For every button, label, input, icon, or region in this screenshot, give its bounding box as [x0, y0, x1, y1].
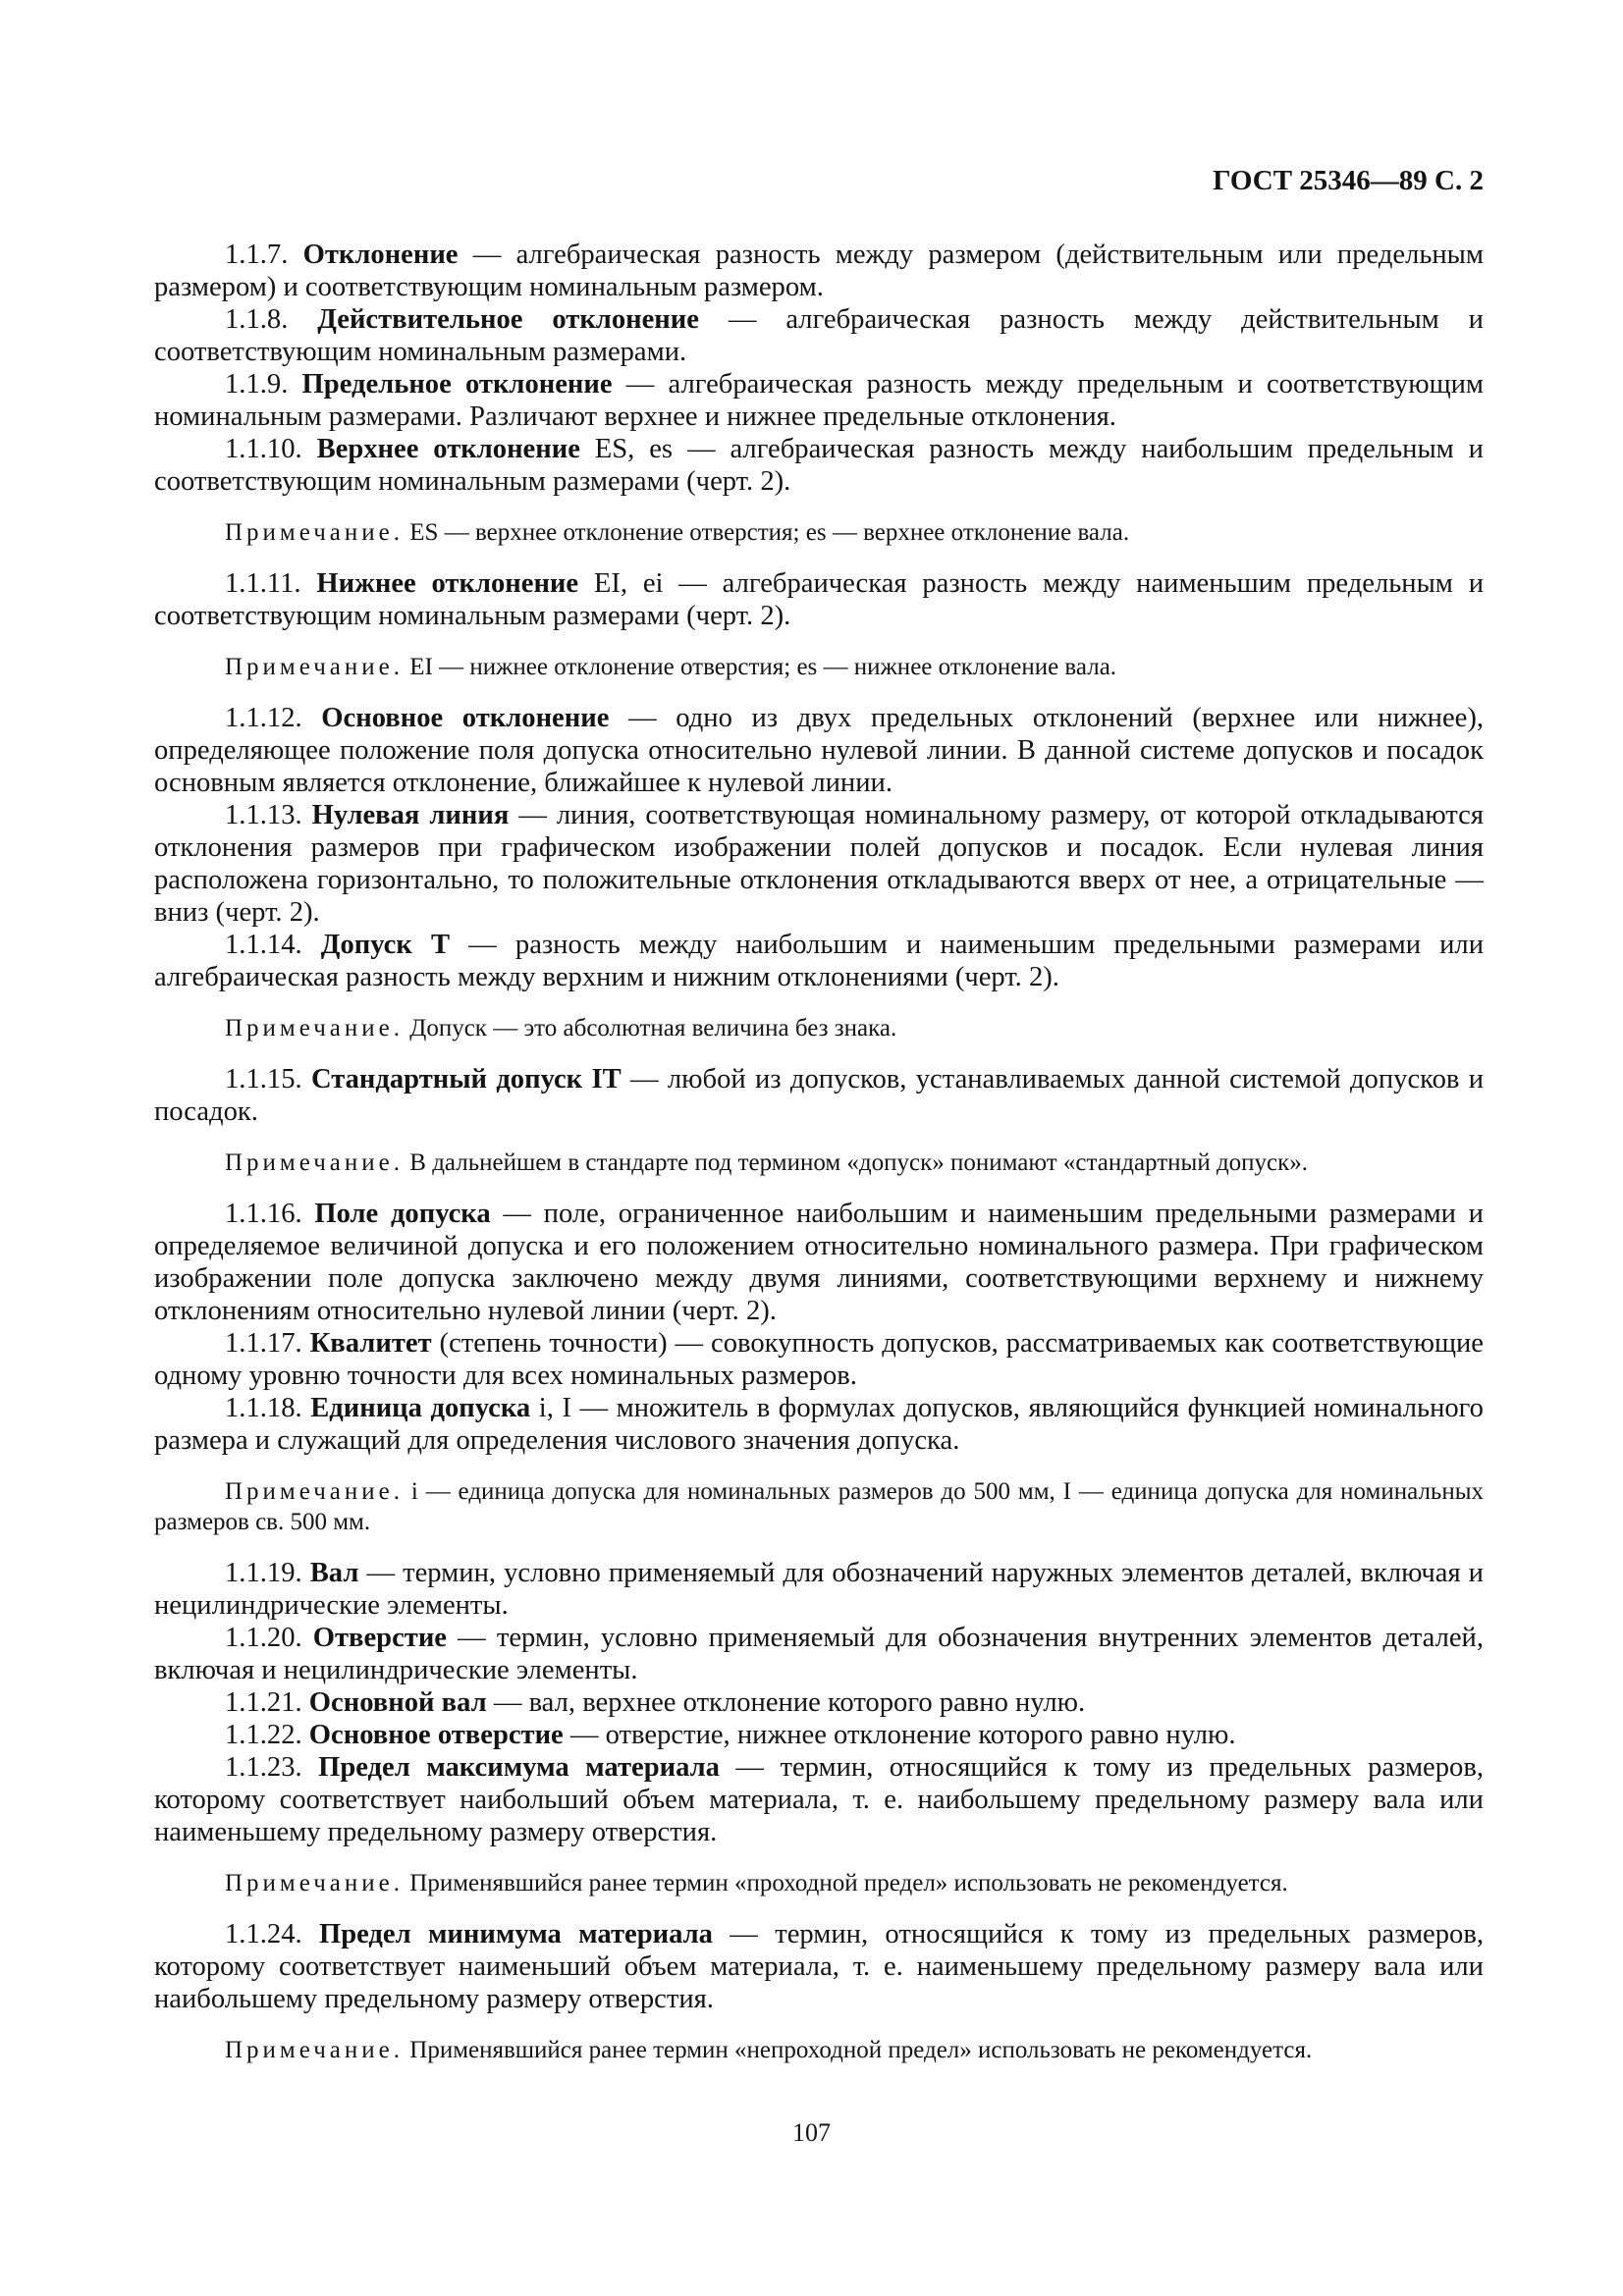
clause-paragraph [154, 1392, 1484, 1457]
clause-paragraph [154, 1918, 1484, 2015]
clause-term: Основной вал [308, 1687, 487, 1718]
clause-paragraph [154, 1622, 1484, 1686]
clause-term: Стандартный допуск IT [310, 1064, 622, 1095]
note-paragraph [154, 1148, 1484, 1178]
clause-number: 1.1.23. [225, 1752, 302, 1783]
clause-term: Основное отверстие [308, 1720, 564, 1750]
clause-term: Вал [309, 1558, 359, 1588]
clause-text: — вал, верхнее отклонение которого равно нулю. [486, 1687, 1086, 1718]
note-text: Применявшийся ранее термин «проходной предел» использовать не рекомендуется. [404, 1870, 1288, 1896]
note-text: В дальнейшем в стандарте под термином «допуск» понимают «стандартный допуск». [404, 1149, 1309, 1176]
clause-number: 1.1.15. [225, 1064, 302, 1095]
note-paragraph [154, 652, 1484, 682]
note-paragraph [154, 1868, 1484, 1898]
clause-number: 1.1.18. [225, 1393, 302, 1423]
note-label: Примечание. [225, 1015, 405, 1041]
clause-text: — термин, относящийся к тому из предельных размеров, которому соответствует наибольший объем материала, т. е. наибольшему предельному размеру вала или наименьшему предельному размеру отверстия. [154, 1752, 1484, 1847]
clause-number: 1.1.24. [225, 1919, 302, 1949]
clause-paragraph [154, 1557, 1484, 1622]
clause-text: — алгебраическая разность между действительным и соответствующим номинальным размерами. [154, 304, 1484, 367]
clause-paragraph [154, 567, 1484, 632]
clause-number: 1.1.13. [225, 800, 302, 830]
clause-paragraph [154, 1327, 1484, 1392]
note-text: Допуск — это абсолютная величина без знака. [404, 1015, 897, 1041]
clause-number: 1.1.10. [225, 434, 302, 464]
note-text: Применявшийся ранее термин «непроходной предел» использовать не рекомендуется. [404, 2037, 1313, 2063]
clause-text: — разность между наибольшим и наименьшим предельными размерами или алгебраическая разность между верхним и нижним отклонениями (черт. 2). [154, 930, 1485, 992]
note-text: ES — верхнее отклонение отверстия; es — верхнее отклонение вала. [404, 519, 1130, 546]
clause-term: Предельное отклонение [301, 369, 613, 400]
note-text: i — единица допуска для номинальных размеров до 500 мм, I — единица допуска для номинальных размеров св. 500 мм. [154, 1478, 1484, 1535]
clause-term: Отверстие [312, 1623, 447, 1653]
clause-term: Допуск Т [320, 930, 451, 960]
clause-text: ES, es — алгебраическая разность между наибольшим предельным и соответствующим номинальным размерами (черт. 2). [154, 434, 1484, 497]
clause-term: Нижнее отклонение [316, 568, 579, 599]
note-label: Примечание. [225, 519, 405, 546]
clause-term: Единица допуска [310, 1393, 531, 1423]
clause-term: Верхнее отклонение [316, 434, 580, 464]
note-label: Примечание. [225, 2037, 405, 2063]
clause-text: EI, ei — алгебраическая разность между наименьшим предельным и соответствующим номинальным размерами (черт. 2). [154, 568, 1484, 631]
clause-text: — термин, условно применяемый для обозначения внутренних элементов деталей, включая и нецилиндрические элементы. [154, 1623, 1484, 1685]
clause-paragraph [154, 239, 1484, 303]
clause-paragraph [154, 368, 1484, 433]
clause-number: 1.1.14. [225, 930, 302, 960]
clause-term: Предел минимума материала [318, 1919, 713, 1949]
note-paragraph [154, 1476, 1484, 1537]
clause-text: — поле, ограниченное наибольшим и наименьшим предельными размерами и определяемое величиной допуска и его положением относительно номинального размера. При графическом изображении поле допуска заключено между двумя линиями, соответствующими верхнему и нижнему отклонениям относительно нулевой линии (черт. 2). [154, 1199, 1484, 1326]
clause-term: Основное отклонение [321, 703, 610, 733]
clause-text: i, I — множитель в формулах допусков, являющийся функцией номинального размера и служащий для определения числового значения допуска. [154, 1393, 1484, 1456]
clause-paragraph [154, 1686, 1484, 1719]
clause-paragraph [154, 1719, 1484, 1751]
clause-text: — алгебраическая разность между предельным и соответствующим номинальным размерами. Различают верхнее и нижнее предельные отклонения. [154, 369, 1485, 432]
body-text [154, 239, 1484, 2065]
note-paragraph [154, 2035, 1484, 2065]
clause-paragraph [154, 433, 1484, 498]
note-label: Примечание. [225, 654, 405, 680]
note-paragraph [154, 1013, 1484, 1043]
clause-number: 1.1.22. [225, 1720, 302, 1750]
clause-number: 1.1.12. [225, 703, 302, 733]
clause-term: Нулевая линия [311, 800, 510, 830]
clause-number: 1.1.7. [225, 240, 289, 270]
note-label: Примечание. [225, 1870, 405, 1896]
clause-paragraph [154, 1198, 1484, 1327]
clause-number: 1.1.9. [225, 369, 289, 400]
clause-paragraph [154, 799, 1484, 929]
clause-term: Отклонение [302, 240, 459, 270]
clause-text: — алгебраическая разность между размером (действительным или предельным размером) и соответствующим номинальным размером. [154, 240, 1484, 302]
clause-term: Действительное отклонение [317, 304, 699, 335]
page-number: 107 [792, 2118, 831, 2147]
note-text: EI — нижнее отклонение отверстия; es — нижнее отклонение вала. [404, 654, 1117, 680]
clause-number: 1.1.11. [225, 568, 301, 599]
clause-text: — отверстие, нижнее отклонение которого равно нулю. [563, 1720, 1236, 1750]
clause-paragraph [154, 1751, 1484, 1848]
clause-text: — одно из двух предельных отклонений (верхнее или нижнее), определяющее положение поля допуска относительно нулевой линии. В данной системе допусков и посадок основным является отклонение, ближайшее к нулевой линии. [154, 703, 1484, 798]
clause-paragraph [154, 702, 1484, 799]
clause-paragraph [154, 1063, 1484, 1128]
clause-paragraph [154, 303, 1484, 368]
clause-number: 1.1.19. [225, 1558, 302, 1588]
clause-number: 1.1.8. [225, 304, 289, 335]
clause-text: — любой из допусков, устанавливаемых данной системой допусков и посадок. [154, 1064, 1484, 1127]
clause-term: Предел максимума материала [318, 1752, 720, 1783]
note-label: Примечание. [225, 1149, 405, 1176]
document-header: ГОСТ 25346—89 С. 2 [1213, 165, 1484, 196]
clause-number: 1.1.17. [225, 1328, 302, 1359]
clause-term: Поле допуска [314, 1199, 491, 1229]
clause-paragraph [154, 929, 1484, 993]
clause-number: 1.1.16. [225, 1199, 302, 1229]
clause-text: (степень точности) — совокупность допусков, рассматриваемых как соответствующие одному уровню точности для всех номинальных размеров. [154, 1328, 1484, 1391]
clause-term: Квалитет [309, 1328, 432, 1359]
clause-text: — линия, соответствующая номинальному размеру, от которой откладываются отклонения размеров при графическом изображении полей допусков и посадок. Если нулевая линия расположена горизонтально, то положительные отклонения откладываются вверх от нее, а отрицательные — вниз (черт. 2). [154, 800, 1484, 928]
note-label: Примечание. [225, 1478, 405, 1505]
clause-number: 1.1.20. [225, 1623, 302, 1653]
clause-number: 1.1.21. [225, 1687, 302, 1718]
clause-text: — термин, относящийся к тому из предельных размеров, которому соответствует наименьший объем материала, т. е. наименьшему предельному размеру вала или наибольшему предельному размеру отверстия. [154, 1919, 1484, 2014]
clause-text: — термин, условно применяемый для обозначений наружных элементов деталей, включая и нецилиндрические элементы. [154, 1558, 1484, 1621]
note-paragraph [154, 517, 1484, 548]
